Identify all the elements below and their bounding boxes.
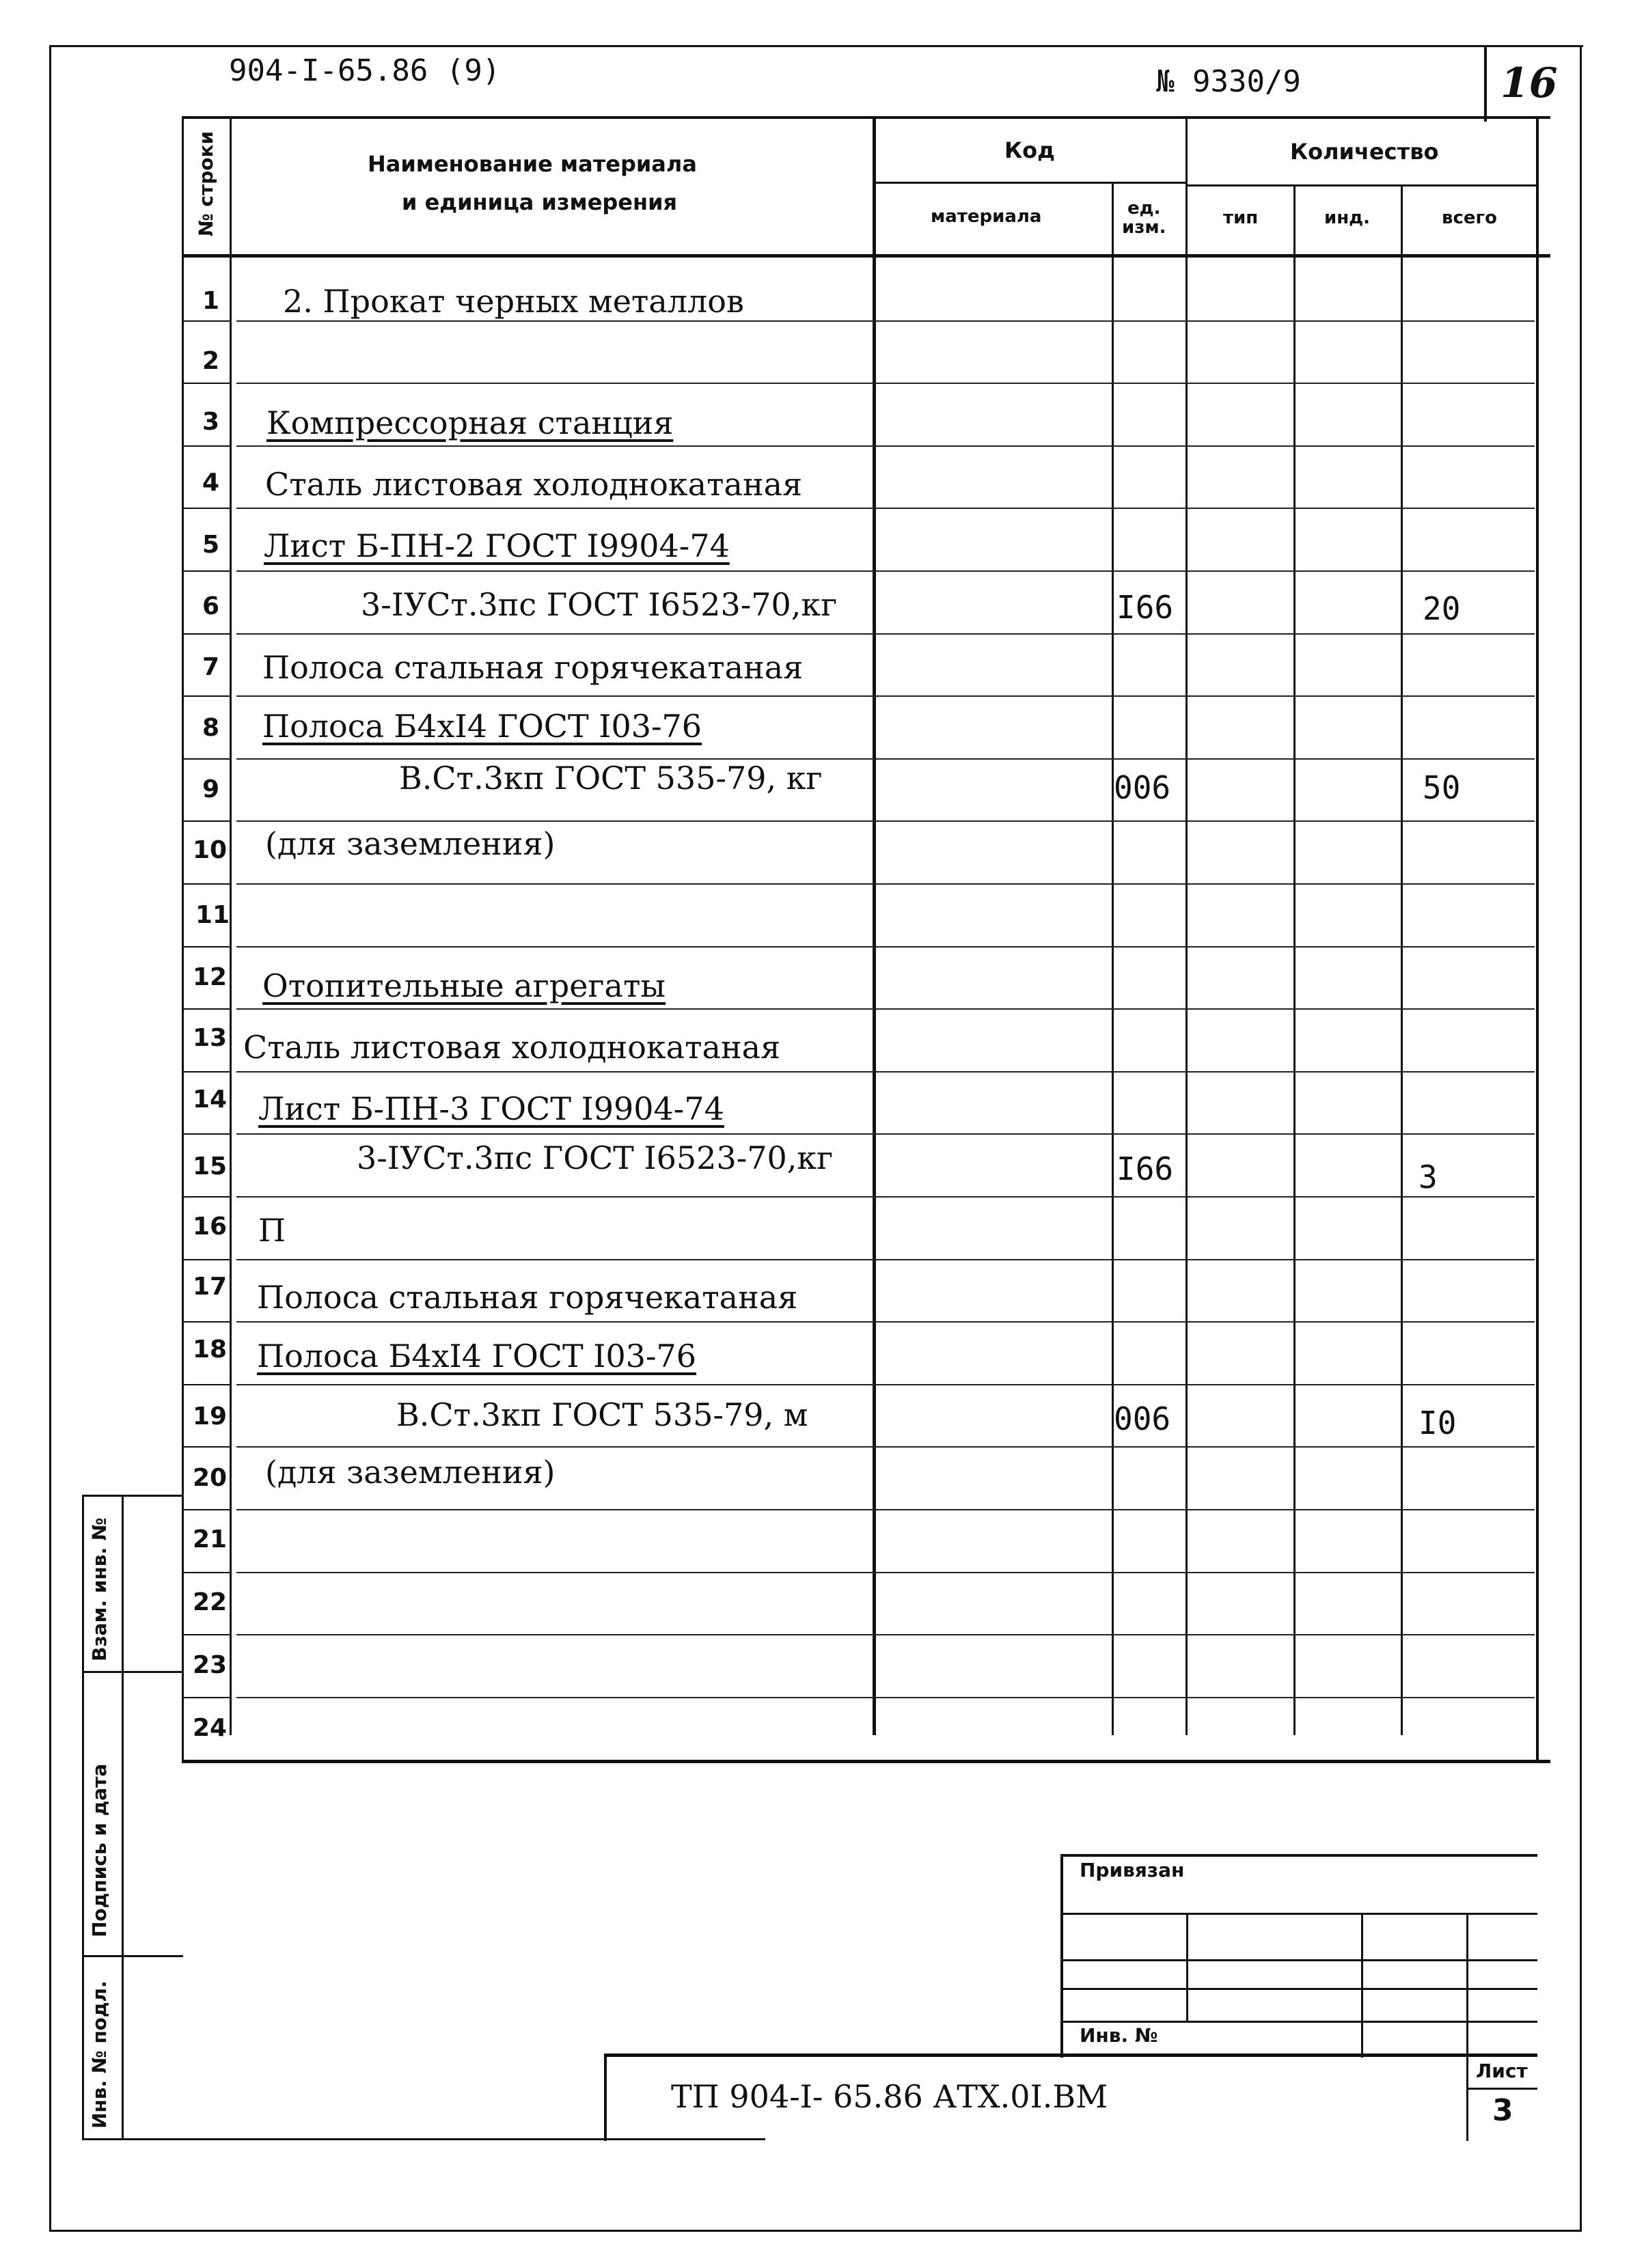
row-separator xyxy=(236,946,1535,948)
row-separator xyxy=(236,820,1535,822)
row-separator xyxy=(182,1634,230,1635)
code-subheader-line xyxy=(875,182,1185,184)
row-separator xyxy=(182,820,230,822)
row-number: 10 xyxy=(193,836,228,864)
row-number: 11 xyxy=(195,901,230,929)
row-separator xyxy=(236,1259,1535,1260)
col-line-rowno xyxy=(230,116,232,1735)
stamp-privyazan-top xyxy=(1063,1854,1537,1857)
row-separator xyxy=(236,695,1535,697)
frame-right xyxy=(1580,45,1582,2231)
row-separator xyxy=(182,1321,230,1323)
row-separator xyxy=(182,633,230,635)
header-code-unit-2: изм. xyxy=(1122,217,1166,238)
row-separator xyxy=(236,1634,1535,1635)
row-separator xyxy=(236,1697,1535,1698)
row-separator xyxy=(182,1509,230,1510)
row-separator xyxy=(236,383,1535,384)
side-strip-bottom xyxy=(82,2138,765,2140)
row-separator xyxy=(182,1446,230,1448)
row-name: 2. Прокат черных металлов xyxy=(283,283,744,320)
row-separator xyxy=(236,1008,1535,1010)
row-name: (для заземления) xyxy=(265,825,556,862)
row-number: 15 xyxy=(193,1152,228,1180)
header-qty-total: всего xyxy=(1442,208,1497,228)
row-name: В.Ст.3кп ГОСТ 535-79, кг xyxy=(399,760,823,797)
doc-code: 904-I-65.86 (9) xyxy=(229,53,501,88)
row-number: 7 xyxy=(202,653,220,681)
row-name: Полоса стальная горячекатаная xyxy=(257,1279,798,1316)
row-name: Отопительные агрегаты xyxy=(262,967,666,1004)
row-code: I66 xyxy=(1116,1150,1174,1187)
row-name: Полоса Б4хI4 ГОСТ I03-76 xyxy=(257,1338,697,1374)
header-code: Код xyxy=(1004,137,1055,163)
row-number: 17 xyxy=(193,1273,228,1301)
row-number: 12 xyxy=(193,963,228,991)
title-block-left xyxy=(604,2053,607,2141)
row-total: I0 xyxy=(1418,1405,1457,1441)
col-line-material xyxy=(1112,182,1114,1735)
row-separator xyxy=(182,1697,230,1698)
row-separator xyxy=(236,445,1535,447)
row-number: 16 xyxy=(193,1213,228,1241)
side-strip-line-1 xyxy=(82,1671,183,1673)
row-separator xyxy=(182,946,230,948)
row-number: 23 xyxy=(193,1651,228,1679)
col-line-left xyxy=(182,116,184,1760)
row-separator xyxy=(236,1384,1535,1385)
frame-left xyxy=(49,45,51,2231)
header-qty-type: тип xyxy=(1223,208,1259,228)
sheet-label: Лист xyxy=(1476,2060,1528,2082)
row-number: 8 xyxy=(202,714,220,742)
row-separator xyxy=(182,445,230,447)
row-number: 9 xyxy=(202,775,220,803)
col-line-name xyxy=(873,116,876,1735)
row-separator xyxy=(182,1259,230,1260)
row-separator xyxy=(236,1133,1535,1135)
col-line-ind xyxy=(1401,184,1403,1735)
row-separator xyxy=(182,508,230,509)
frame-bottom xyxy=(49,2230,1582,2232)
stamp-grid-col-3 xyxy=(1466,1913,1468,2058)
stamp-grid-col-2 xyxy=(1361,1913,1363,2058)
row-separator xyxy=(182,570,230,572)
row-number: 13 xyxy=(193,1024,228,1052)
title-block-sheet-divider xyxy=(1466,2053,1468,2141)
row-name: (для заземления) xyxy=(265,1454,556,1491)
row-name: 3-IУСт.3пс ГОСТ I6523-70,кг xyxy=(361,586,838,623)
side-strip-left xyxy=(82,1495,84,2140)
side-strip-line-2 xyxy=(82,1955,183,1957)
row-separator xyxy=(236,1572,1535,1573)
row-number: 1 xyxy=(202,287,220,315)
row-separator xyxy=(236,1321,1535,1323)
row-number: 18 xyxy=(193,1336,228,1364)
page-mark-divider xyxy=(1484,45,1487,122)
row-separator xyxy=(182,1008,230,1010)
side-strip-top xyxy=(82,1495,183,1497)
row-number: 22 xyxy=(193,1588,228,1616)
side-strip-divider xyxy=(122,1495,124,2140)
row-separator xyxy=(236,1196,1535,1198)
row-name: В.Ст.3кп ГОСТ 535-79, м xyxy=(396,1396,808,1433)
row-number: 3 xyxy=(202,408,220,436)
col-line-type xyxy=(1293,184,1296,1735)
side-label-inv-podl: Инв. № подл. xyxy=(88,1980,111,2129)
header-code-material: материала xyxy=(931,206,1042,227)
page-mark: 16 xyxy=(1500,59,1558,107)
col-line-unit xyxy=(1185,116,1188,1735)
album-number: № 9330/9 xyxy=(1156,64,1301,99)
row-name: Компрессорная станция xyxy=(266,404,674,441)
stamp-inv-no: Инв. № xyxy=(1080,2024,1158,2047)
header-name-line1: Наименование материала xyxy=(368,151,697,177)
row-separator xyxy=(182,758,230,760)
header-code-unit-1: ед. xyxy=(1127,198,1161,219)
row-name: Лист Б-ПН-2 ГОСТ I9904-74 xyxy=(264,527,730,564)
row-number: 19 xyxy=(193,1402,228,1430)
table-bottom xyxy=(182,1760,1550,1763)
row-name: Сталь листовая холоднокатаная xyxy=(265,466,803,503)
header-row-no: № строки xyxy=(195,130,217,236)
row-separator xyxy=(182,883,230,885)
row-name: Полоса Б4хI4 ГОСТ I03-76 xyxy=(262,708,702,745)
row-number: 14 xyxy=(193,1085,228,1114)
row-number: 5 xyxy=(202,531,220,559)
row-separator xyxy=(236,758,1535,760)
row-separator xyxy=(182,383,230,384)
title-block-top xyxy=(605,2053,1537,2057)
row-name: Полоса стальная горячекатаная xyxy=(262,649,804,686)
row-name: 3-IУСт.3пс ГОСТ I6523-70,кг xyxy=(357,1139,834,1176)
stamp-grid-col-1 xyxy=(1186,1913,1188,2021)
row-separator xyxy=(236,633,1535,635)
row-total: 50 xyxy=(1423,769,1461,806)
row-number: 21 xyxy=(193,1525,228,1553)
qty-subheader-line xyxy=(1188,184,1536,186)
row-number: 2 xyxy=(202,347,220,375)
frame-top xyxy=(49,45,1583,47)
row-separator xyxy=(236,1071,1535,1073)
row-name: Лист Б-ПН-3 ГОСТ I9904-74 xyxy=(258,1090,724,1127)
row-separator xyxy=(236,1509,1535,1510)
table-header-bottom xyxy=(182,254,1550,258)
side-label-vzam: Взам. инв. № xyxy=(88,1517,111,1661)
header-quantity: Количество xyxy=(1290,139,1439,165)
row-separator xyxy=(182,695,230,697)
row-separator xyxy=(236,570,1535,572)
row-code: 006 xyxy=(1114,769,1171,806)
row-code: I66 xyxy=(1116,589,1174,626)
table-top xyxy=(182,116,1550,119)
row-separator xyxy=(182,1384,230,1385)
row-number: 6 xyxy=(202,592,220,620)
row-separator xyxy=(182,1196,230,1198)
row-separator xyxy=(236,320,1535,322)
row-total: 20 xyxy=(1423,590,1461,627)
row-code: 006 xyxy=(1114,1400,1171,1437)
row-separator xyxy=(182,1071,230,1073)
stamp-privyazan: Привязан xyxy=(1080,1859,1185,1881)
row-separator xyxy=(236,883,1535,885)
row-number: 24 xyxy=(193,1714,228,1742)
row-name: П xyxy=(258,1212,286,1249)
row-separator xyxy=(182,1133,230,1135)
row-separator xyxy=(182,320,230,322)
title-block-sheet-line xyxy=(1466,2088,1537,2090)
row-name: Сталь листовая холоднокатаная xyxy=(243,1029,781,1066)
row-separator xyxy=(236,1446,1535,1448)
row-separator xyxy=(182,1572,230,1573)
header-name-line2: и единица измерения xyxy=(402,189,678,215)
side-label-podpis: Подпись и дата xyxy=(88,1763,111,1937)
header-qty-ind: инд. xyxy=(1324,208,1371,228)
row-number: 4 xyxy=(202,469,220,497)
row-total: 3 xyxy=(1418,1159,1438,1195)
stamp-privyazan-left xyxy=(1060,1854,1063,2058)
doc-title: ТП 904-I- 65.86 АТХ.0I.ВМ xyxy=(671,2078,1108,2115)
row-separator xyxy=(236,508,1535,509)
col-line-right xyxy=(1536,116,1539,1762)
row-number: 20 xyxy=(193,1464,228,1492)
sheet-number: 3 xyxy=(1492,2093,1513,2128)
